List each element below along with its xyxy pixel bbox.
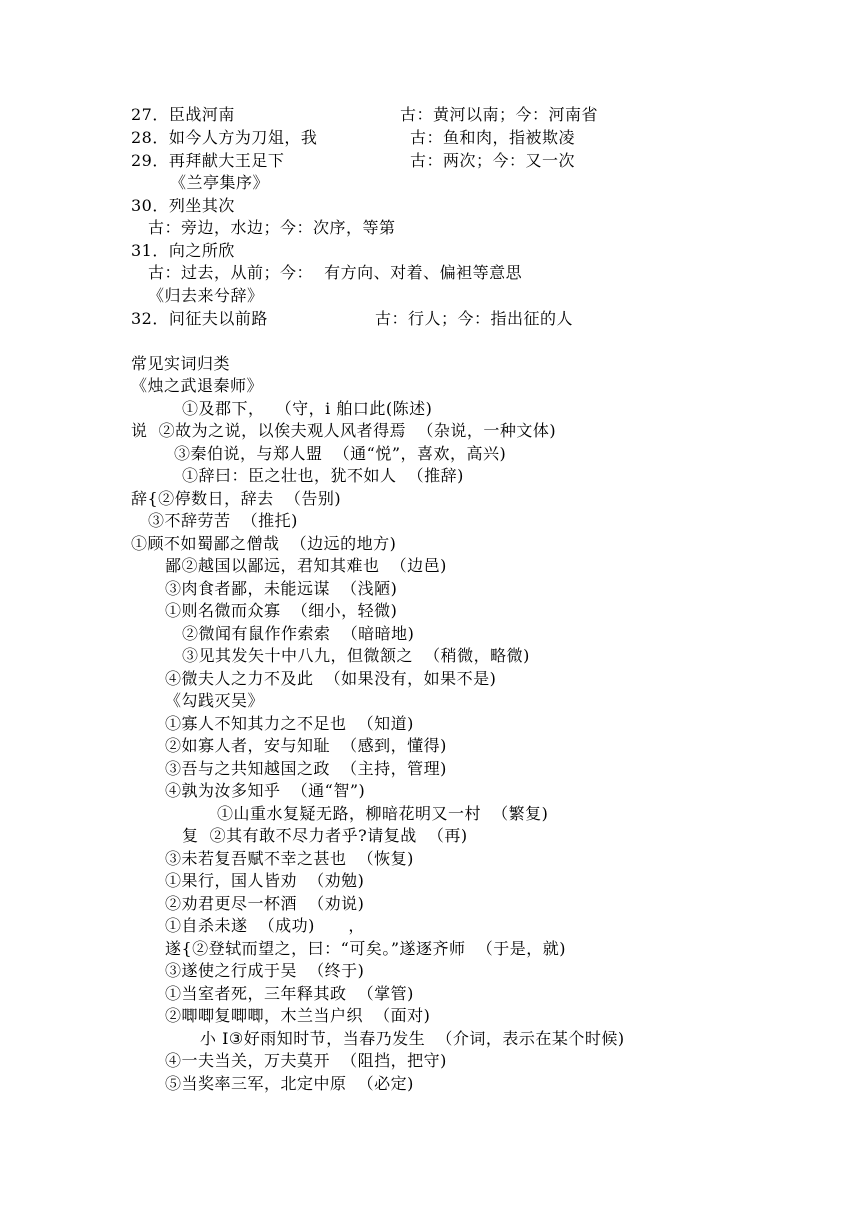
text-line: 鄙②越国以鄙远，君知其难也 （边邑) xyxy=(165,556,447,575)
text-line: 32．问征夫以前路 xyxy=(131,309,268,328)
text-line: ③遂使之行成于吴 （终于) xyxy=(165,961,365,980)
text-line: ②如寡人者，安与知耻 （感到，懂得) xyxy=(165,736,447,755)
text-line: 辞{②停数日，辞去 （告别) xyxy=(131,489,342,508)
text-line: ⑤当奖率三军，北定中原 （必定) xyxy=(165,1074,414,1093)
text-line: ③见其发矢十中八九，但微颔之 （稍微，略微) xyxy=(182,646,530,665)
text-line: ②劝君更尽一杯酒 （劝说) xyxy=(165,894,365,913)
text-line: ③吾与之共知越国之政 （主持，管理) xyxy=(165,759,447,778)
text-line: ②唧唧复唧唧，木兰当户织 （面对) xyxy=(165,1006,431,1025)
text-line: ①顾不如蜀鄙之僧哉 （边远的地方) xyxy=(131,534,397,553)
text-line: ③肉食者鄙，未能远谋 （浅陋) xyxy=(165,579,398,598)
text-line: 《勾践灭吴》 xyxy=(165,691,265,710)
text-line: ④微夫人之力不及此 （如果没有，如果不是) xyxy=(165,669,497,688)
text-line: 遂{②登轼而望之，曰：“可矣。”遂逐齐师 （于是，就) xyxy=(165,939,566,958)
text-line: ④孰为汝多知乎 （通“智”) xyxy=(165,781,366,800)
text-line: ①自杀未遂 （成功) ， xyxy=(165,916,365,935)
text-line: 30．列坐其次 xyxy=(131,196,235,215)
text-line: 说 ②故为之说，以俟夫观人风者得焉 （杂说，一种文体) xyxy=(131,421,557,440)
text-line: ①山重水复疑无路，柳暗花明又一村 （繁复) xyxy=(217,804,549,823)
text-line: ①则名微而众寡 （细小，轻微) xyxy=(165,601,398,620)
text-line: ②微闻有鼠作作索索 （暗暗地) xyxy=(182,624,415,643)
text-line: ①果行，国人皆劝 （劝勉) xyxy=(165,871,365,890)
text-line: 《兰亭集序》 xyxy=(170,173,270,192)
text-line: ①辞曰：臣之壮也，犹不如人 （推辞) xyxy=(182,466,464,485)
text-line: 《烛之武退秦师》 xyxy=(131,376,264,395)
text-line: ①及郡下， （守，i 舶口此(陈述) xyxy=(182,399,433,418)
text-line: 古：鱼和肉，指被欺凌 xyxy=(410,128,576,147)
text-line: 古：过去，从前；今： 有方向、对着、偏袒等意思 xyxy=(148,263,523,282)
text-line: 常见实词归类 xyxy=(131,354,231,373)
text-line: ③未若复吾赋不幸之甚也 （恢复) xyxy=(165,849,414,868)
text-line: ①寡人不知其力之不足也 （知道) xyxy=(165,714,414,733)
text-line: 29．再拜献大王足下 xyxy=(131,151,285,170)
text-line: 古：两次；今：又一次 xyxy=(410,151,576,170)
text-line: 古：旁边，水边；今：次序，等第 xyxy=(148,218,396,237)
text-line: 31．向之所欣 xyxy=(131,241,235,260)
text-line: 小 I③好雨知时节，当春乃发生 （介词，表示在某个时候) xyxy=(200,1029,625,1048)
text-line: ③秦伯说，与郑人盟 （通“悦”，喜欢，高兴) xyxy=(174,444,507,463)
text-line: ①当室者死，三年释其政 （掌管) xyxy=(165,984,414,1003)
text-line: 古：黄河以南；今：河南省 xyxy=(400,105,599,124)
text-line: 28．如今人方为刀俎，我 xyxy=(131,128,318,147)
text-line: ③不辞劳苦 （推托) xyxy=(148,511,298,530)
text-line: 古：行人；今：指出征的人 xyxy=(375,309,574,328)
text-line: 《归去来兮辞》 xyxy=(148,286,264,305)
text-line: ④一夫当关，万夫莫开 （阻挡，把守) xyxy=(165,1051,447,1070)
text-line: 27．臣战河南 xyxy=(131,105,235,124)
text-line: 复 ②其有敢不尽力者乎?请复战 （再) xyxy=(182,826,468,845)
